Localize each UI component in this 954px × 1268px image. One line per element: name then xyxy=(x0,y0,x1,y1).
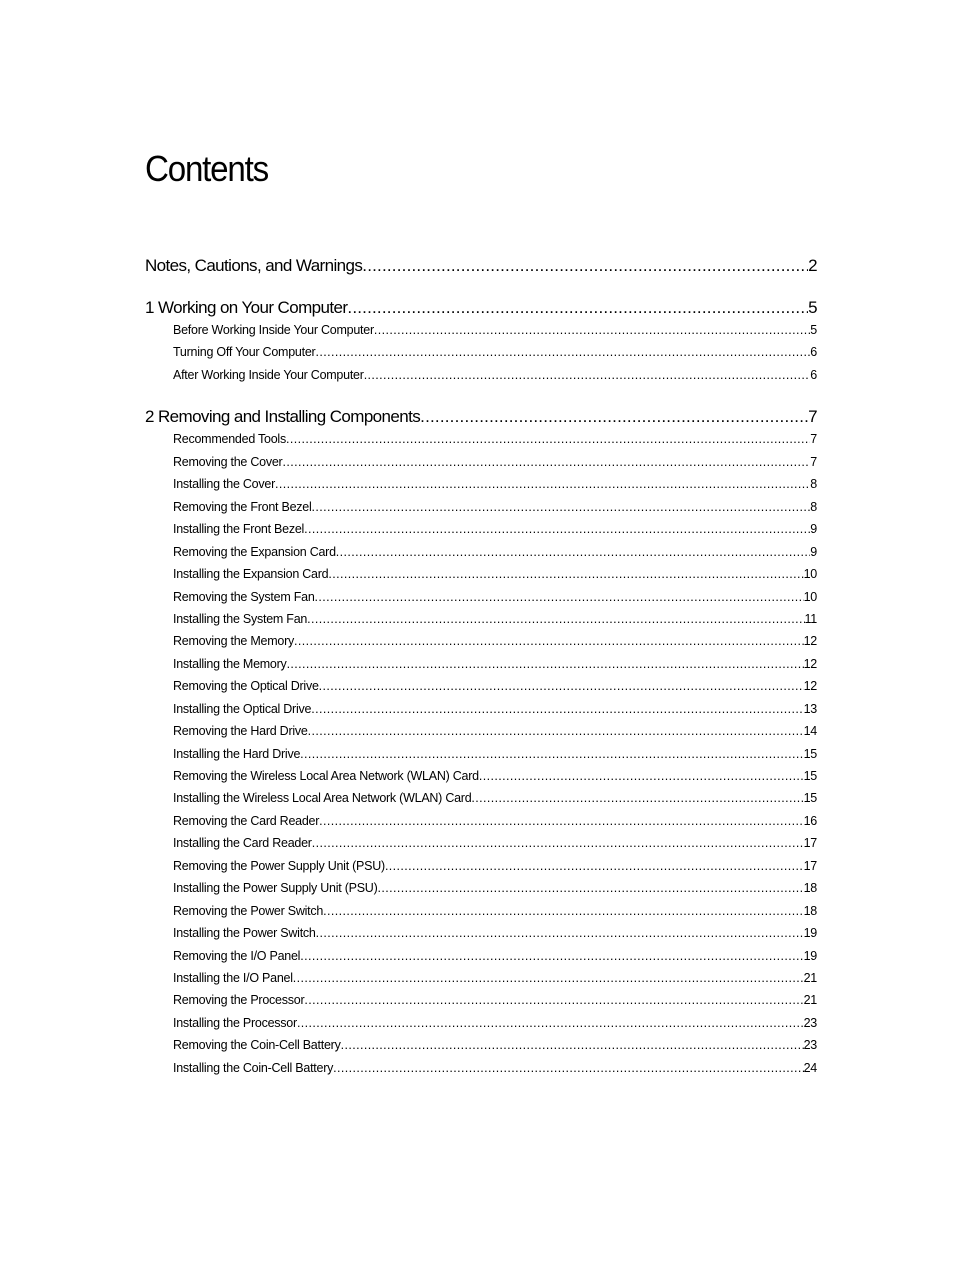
toc-section-entry[interactable] xyxy=(173,477,817,494)
toc-section-entry[interactable] xyxy=(173,702,817,719)
toc-page-number: 6 xyxy=(810,345,817,359)
toc-section-entry[interactable] xyxy=(173,791,817,808)
toc-section-entry[interactable] xyxy=(173,836,817,853)
toc-section-entry[interactable] xyxy=(173,522,817,539)
dot-leader xyxy=(319,814,803,828)
toc-page-number: 23 xyxy=(803,1016,817,1030)
dot-leader xyxy=(304,993,803,1007)
toc-section-entry[interactable] xyxy=(173,1061,817,1078)
dot-leader xyxy=(315,345,810,359)
dot-leader xyxy=(312,500,811,514)
toc-page-number: 7 xyxy=(808,407,817,426)
toc-entry-title: Removing the System Fan xyxy=(173,590,315,604)
toc-entry-title: Removing the Coin-Cell Battery xyxy=(173,1038,341,1052)
dot-leader xyxy=(294,634,804,648)
dot-leader xyxy=(316,926,804,940)
toc-entry-title: Installing the Cover xyxy=(173,477,276,491)
toc-section-entry[interactable] xyxy=(173,904,817,921)
toc-section-entry[interactable] xyxy=(173,881,817,898)
toc-entry-title: Removing the Memory xyxy=(173,634,294,648)
dot-leader xyxy=(333,1061,803,1075)
toc-entry-title: Installing the Hard Drive xyxy=(173,747,301,761)
toc-section-entry[interactable] xyxy=(173,859,817,876)
toc-page-number: 17 xyxy=(803,859,817,873)
toc-entry-title: Removing the Processor xyxy=(173,993,305,1007)
toc-section-entry[interactable] xyxy=(173,545,817,562)
toc-entry-title: Notes, Cautions, and Warnings xyxy=(145,256,363,275)
dot-leader xyxy=(287,657,804,671)
toc-entry-title: Installing the Expansion Card xyxy=(173,567,329,581)
toc-entry-title: Removing the Power Switch xyxy=(173,904,324,918)
toc-page-number: 7 xyxy=(810,432,817,446)
toc-page-number: 12 xyxy=(803,634,817,648)
page-title: Contents xyxy=(145,148,269,189)
toc-section-entry[interactable] xyxy=(173,747,817,764)
toc-section-entry[interactable] xyxy=(173,926,817,943)
toc-page-number: 6 xyxy=(810,368,817,382)
dot-leader xyxy=(341,1038,804,1052)
toc-entry-title: Turning Off Your Computer xyxy=(173,345,316,359)
toc-section-entry[interactable] xyxy=(173,1038,817,1055)
toc-section-entry[interactable] xyxy=(173,612,817,629)
dot-leader xyxy=(275,477,810,491)
toc-page-number: 10 xyxy=(803,590,817,604)
toc-entry-title: After Working Inside Your Computer xyxy=(173,368,364,382)
toc-page-number: 5 xyxy=(808,298,817,317)
toc-entry-title: Installing the Wireless Local Area Network (WLAN) Card xyxy=(173,791,472,805)
toc-entry-title: Before Working Inside Your Computer xyxy=(173,323,374,337)
toc-entry-title: 1 Working on Your Computer xyxy=(145,298,348,317)
toc-page-number: 17 xyxy=(803,836,817,850)
dot-leader xyxy=(364,368,811,382)
toc-entry-title: Removing the Power Supply Unit (PSU) xyxy=(173,859,385,873)
dot-leader xyxy=(319,679,804,693)
toc-page-number: 15 xyxy=(803,747,817,761)
toc-section-entry[interactable] xyxy=(173,323,817,340)
toc-section-entry[interactable] xyxy=(173,724,817,741)
toc-page-number: 12 xyxy=(803,679,817,693)
dot-leader xyxy=(282,455,810,469)
dot-leader xyxy=(479,769,804,783)
toc-section-entry[interactable] xyxy=(173,949,817,966)
toc-entry-title: Installing the Power Supply Unit (PSU) xyxy=(173,881,378,895)
toc-page-number: 15 xyxy=(803,769,817,783)
toc-page-number: 15 xyxy=(803,791,817,805)
toc-section-entry[interactable] xyxy=(173,455,817,472)
dot-leader xyxy=(297,1016,804,1030)
toc-section-entry[interactable] xyxy=(173,432,817,449)
toc-entry-title: Installing the Coin-Cell Battery xyxy=(173,1061,334,1075)
toc-entry-title: Removing the Front Bezel xyxy=(173,500,312,514)
toc-page-number: 7 xyxy=(810,455,817,469)
toc-entry-title: Removing the Card Reader xyxy=(173,814,320,828)
toc-page-number: 16 xyxy=(803,814,817,828)
dot-leader xyxy=(471,791,803,805)
dot-leader xyxy=(304,522,810,536)
toc-entry-title: Installing the I/O Panel xyxy=(173,971,293,985)
toc-entry-title: Installing the System Fan xyxy=(173,612,308,626)
toc-chapter-entry[interactable] xyxy=(145,407,817,429)
toc-page-number: 10 xyxy=(803,567,817,581)
toc-section-entry[interactable] xyxy=(173,634,817,651)
toc-entry-title: Removing the I/O Panel xyxy=(173,949,301,963)
toc-entry-title: Removing the Wireless Local Area Network (WLAN) Card xyxy=(173,769,479,783)
toc-page-number: 21 xyxy=(803,993,817,1007)
toc-section-entry[interactable] xyxy=(173,769,817,786)
toc-page-number: 5 xyxy=(810,323,817,337)
dot-leader xyxy=(323,904,804,918)
toc-page-number: 21 xyxy=(803,971,817,985)
toc-entry-title: Removing the Optical Drive xyxy=(173,679,319,693)
toc-entry-title: Installing the Power Switch xyxy=(173,926,316,940)
dot-leader xyxy=(336,545,811,559)
toc-page-number: 8 xyxy=(810,500,817,514)
toc-page-number: 23 xyxy=(803,1038,817,1052)
dot-leader xyxy=(328,567,803,581)
toc-chapter-entry[interactable] xyxy=(145,256,817,278)
dot-leader xyxy=(315,590,804,604)
toc-page-number: 9 xyxy=(810,522,817,536)
toc-page-number: 8 xyxy=(810,477,817,491)
toc-page-number: 18 xyxy=(803,881,817,895)
toc-page-number: 11 xyxy=(804,612,817,626)
dot-leader xyxy=(374,323,810,337)
toc-page-number: 19 xyxy=(803,926,817,940)
toc-section-entry[interactable] xyxy=(173,814,817,831)
dot-leader xyxy=(311,702,803,716)
dot-leader xyxy=(300,949,803,963)
toc-entry-title: Installing the Optical Drive xyxy=(173,702,312,716)
toc-entry-title: Recommended Tools xyxy=(173,432,286,446)
toc-section-entry[interactable] xyxy=(173,1016,817,1033)
toc-entry-title: Removing the Cover xyxy=(173,455,283,469)
dot-leader xyxy=(377,881,803,895)
dot-leader xyxy=(362,256,808,276)
toc-page-number: 24 xyxy=(803,1061,817,1075)
toc-section-entry[interactable] xyxy=(173,971,817,988)
toc-section-entry[interactable] xyxy=(173,345,817,362)
toc-entry-title: Installing the Processor xyxy=(173,1016,297,1030)
toc-section-entry[interactable] xyxy=(173,368,817,385)
toc-page-number: 9 xyxy=(810,545,817,559)
dot-leader xyxy=(420,407,808,427)
toc-page-number: 14 xyxy=(803,724,817,738)
toc-page-number: 18 xyxy=(803,904,817,918)
toc-section-entry[interactable] xyxy=(173,657,817,674)
dot-leader xyxy=(293,971,804,985)
toc-chapter-entry[interactable] xyxy=(145,298,817,320)
dot-leader xyxy=(308,724,804,738)
toc-section-entry[interactable] xyxy=(173,679,817,696)
toc-entry-title: Removing the Hard Drive xyxy=(173,724,308,738)
toc-entry-title: Installing the Card Reader xyxy=(173,836,312,850)
toc-section-entry[interactable] xyxy=(173,993,817,1010)
dot-leader xyxy=(300,747,803,761)
toc-page-number: 2 xyxy=(808,256,817,275)
dot-leader xyxy=(286,432,810,446)
toc-section-entry[interactable] xyxy=(173,567,817,584)
toc-section-entry[interactable] xyxy=(173,590,817,607)
toc-entry-title: Removing the Expansion Card xyxy=(173,545,336,559)
dot-leader xyxy=(385,859,804,873)
dot-leader xyxy=(312,836,804,850)
toc-entry-title: Installing the Front Bezel xyxy=(173,522,305,536)
toc-entry-title: Installing the Memory xyxy=(173,657,287,671)
toc-page-number: 13 xyxy=(803,702,817,716)
toc-section-entry[interactable] xyxy=(173,500,817,517)
dot-leader xyxy=(307,612,804,626)
toc-page-number: 12 xyxy=(803,657,817,671)
toc-page-number: 19 xyxy=(803,949,817,963)
toc-entry-title: 2 Removing and Installing Components xyxy=(145,407,421,426)
dot-leader xyxy=(347,298,808,318)
